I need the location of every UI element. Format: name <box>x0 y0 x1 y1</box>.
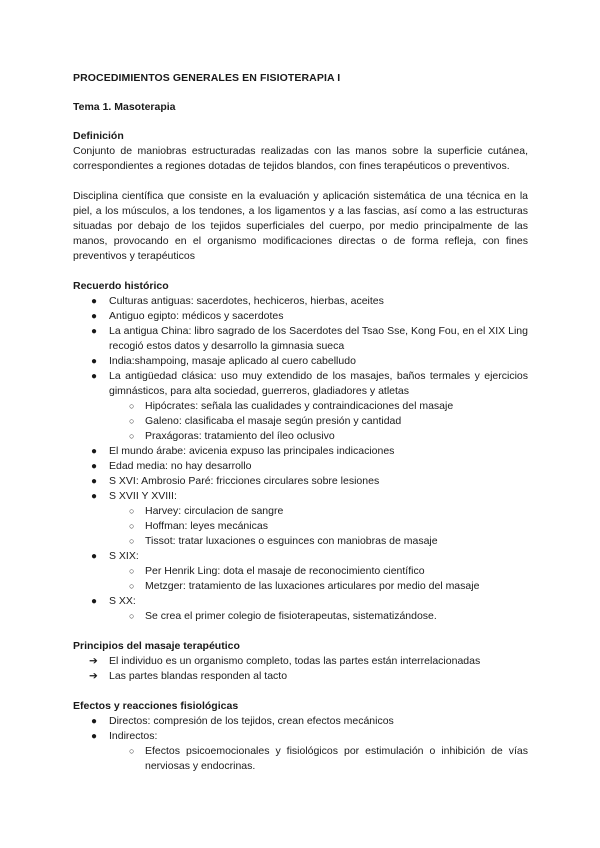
sub-list-item: ○ Tissot: tratar luxaciones o esguinces con maniobras de masaje <box>129 535 438 547</box>
bullet-icon: ● <box>91 476 98 487</box>
hollow-bullet-icon: ○ <box>129 566 135 576</box>
effects-heading: Efectos y reacciones fisiológicas <box>73 700 239 712</box>
list-item: ➔ Las partes blandas responden al tacto <box>89 670 288 682</box>
bullet-icon: ● <box>91 371 98 382</box>
hollow-bullet-icon: ○ <box>129 521 135 531</box>
arrow-right-icon: ➔ <box>89 655 98 667</box>
list-item: ● El mundo árabe: avicenia expuso las principales indicaciones <box>91 445 395 457</box>
bullet-icon: ● <box>91 491 98 502</box>
definition-heading: Definición <box>73 130 124 142</box>
list-item: ● Indirectos: <box>91 730 158 742</box>
document-content <box>73 71 528 774</box>
history-list <box>73 294 528 624</box>
hollow-bullet-icon: ○ <box>129 611 135 621</box>
bullet-icon: ● <box>91 296 98 307</box>
hollow-bullet-icon: ○ <box>129 401 135 411</box>
sub-list-item: ○ Se crea el primer colegio de fisioterapeutas, sistematizándose. <box>129 610 437 622</box>
sub-list-item: ○ Hoffman: leyes mecánicas <box>129 520 268 532</box>
definition-paragraph-2: Disciplina científica que consiste en la evaluación y aplicación sistemática de una técnica en la piel, a los músculos, a los tendones, a los ligamentos y a las fascias, así como a las estructuras situadas por debajo de los tejidos superficiales del cuerpo, por medio principalmente de las manos, provocando en el organismo modificaciones directas o de forma refleja, con fines preventivos y terapéuticos <box>73 190 528 262</box>
list-item: ● Antiguo egipto: médicos y sacerdotes <box>91 310 284 322</box>
sub-list-item: ○ Efectos psicoemocionales y fisiológicos por estimulación o inhibición de vías nerviosas y endocrinas. <box>129 745 528 772</box>
bullet-icon: ● <box>91 716 98 727</box>
list-item: ● La antigua China: libro sagrado de los Sacerdotes del Tsao Sse, Kong Fou, en el XIX Ling recogió estos datos y desarrollo la gimnasia sueca <box>91 325 528 352</box>
bullet-icon: ● <box>91 461 98 472</box>
list-item: ● Directos: compresión de los tejidos, crean efectos mecánicos <box>91 715 394 727</box>
hollow-bullet-icon: ○ <box>129 416 135 426</box>
hollow-bullet-icon: ○ <box>129 506 135 516</box>
bullet-icon: ● <box>91 731 98 742</box>
history-heading: Recuerdo histórico <box>73 280 169 292</box>
sub-list-item: ○ Harvey: circulacion de sangre <box>129 505 284 517</box>
list-item: ➔ El individuo es un organismo completo, todas las partes están interrelacionadas <box>89 655 481 667</box>
topic-heading: Tema 1. Masoterapia <box>73 101 176 113</box>
bullet-icon: ● <box>91 356 98 367</box>
bullet-icon: ● <box>91 596 98 607</box>
principles-list <box>73 654 528 684</box>
sub-list-item: ○ Per Henrik Ling: dota el masaje de reconocimiento científico <box>129 565 425 577</box>
bullet-icon: ● <box>91 311 98 322</box>
list-item: ● S XVI: Ambrosio Paré: fricciones circulares sobre lesiones <box>91 475 380 487</box>
sub-list-item: ○ Metzger: tratamiento de las luxaciones articulares por medio del masaje <box>129 580 480 592</box>
hollow-bullet-icon: ○ <box>129 581 135 591</box>
principles-heading: Principios del masaje terapéutico <box>73 640 240 652</box>
sub-list-item: ○ Praxágoras: tratamiento del íleo oclusivo <box>129 430 335 442</box>
definition-paragraph-1: Conjunto de maniobras estructuradas realizadas con las manos sobre la superficie cutánea, correspondientes a regiones dotadas de tejidos blandos, con fines terapéuticos o preventivos. <box>73 145 528 172</box>
hollow-bullet-icon: ○ <box>129 746 135 756</box>
list-item: ● S XIX: <box>91 550 139 562</box>
sub-list-item: ○ Hipócrates: señala las cualidades y contraindicaciones del masaje <box>129 400 454 412</box>
list-item: ● Culturas antiguas: sacerdotes, hechiceros, hierbas, aceites <box>91 295 384 307</box>
list-item: ● Edad media: no hay desarrollo <box>91 460 252 472</box>
list-item: ● India:shampoing, masaje aplicado al cuero cabelludo <box>91 355 356 367</box>
bullet-icon: ● <box>91 551 98 562</box>
list-item: ● S XVII Y XVIII: <box>91 490 177 502</box>
list-item: ● S XX: <box>91 595 136 607</box>
list-item: ● La antigüedad clásica: uso muy extendido de los masajes, baños termales y ejercicios gimnásticos, para alta sociedad, guerreros, gladiadores y atletas <box>91 370 528 397</box>
sub-list-item: ○ Galeno: clasificaba el masaje según presión y cantidad <box>129 415 402 427</box>
effects-list <box>73 714 528 774</box>
arrow-right-icon: ➔ <box>89 670 98 682</box>
hollow-bullet-icon: ○ <box>129 536 135 546</box>
bullet-icon: ● <box>91 446 98 457</box>
bullet-icon: ● <box>91 326 98 337</box>
document-title: PROCEDIMIENTOS GENERALES EN FISIOTERAPIA I <box>73 72 341 84</box>
hollow-bullet-icon: ○ <box>129 431 135 441</box>
